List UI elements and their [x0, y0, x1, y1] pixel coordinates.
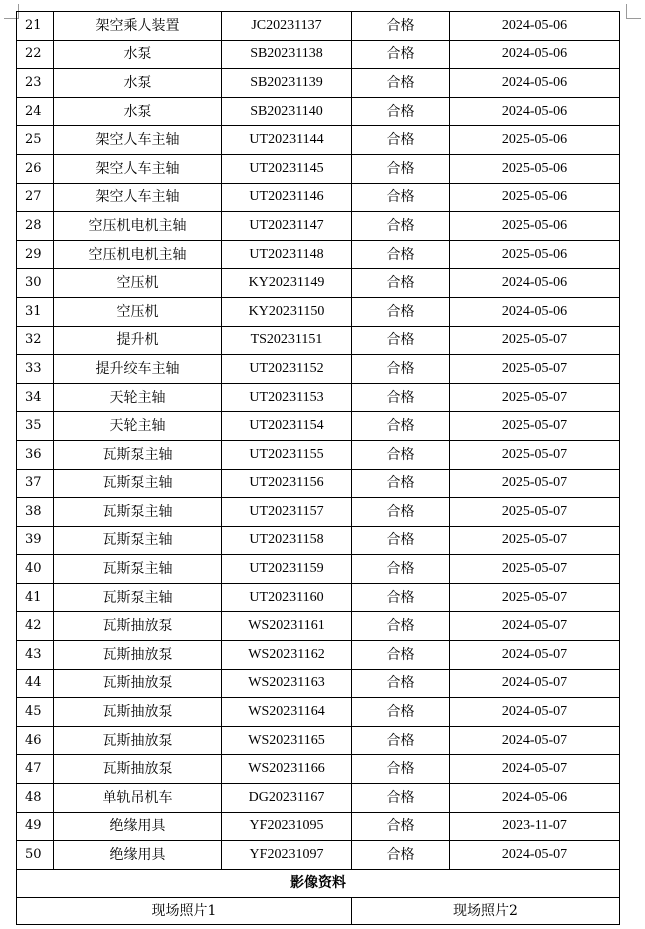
cell-valid-date: 2024-05-06 — [450, 12, 620, 41]
cell-valid-date: 2024-05-07 — [450, 641, 620, 670]
photo-label-2: 现场照片2 — [352, 897, 620, 924]
table-row — [17, 154, 620, 183]
cell-result: 合格 — [352, 240, 450, 269]
cell-result: 合格 — [352, 641, 450, 670]
cell-number: 39 — [17, 526, 54, 555]
cell-result: 合格 — [352, 212, 450, 241]
cell-report-code: JC20231137 — [222, 12, 352, 41]
cell-valid-date: 2024-05-07 — [450, 698, 620, 727]
cell-valid-date: 2024-05-06 — [450, 97, 620, 126]
cell-valid-date: 2024-05-06 — [450, 269, 620, 298]
cell-report-code: DG20231167 — [222, 784, 352, 813]
cell-number: 44 — [17, 669, 54, 698]
cell-number: 35 — [17, 412, 54, 441]
table-row — [17, 240, 620, 269]
cell-equipment-name: 瓦斯抽放泵 — [54, 669, 222, 698]
cell-valid-date: 2025-05-06 — [450, 126, 620, 155]
cell-result: 合格 — [352, 326, 450, 355]
cell-result: 合格 — [352, 469, 450, 498]
cell-equipment-name: 瓦斯泵主轴 — [54, 440, 222, 469]
table-row — [17, 669, 620, 698]
cell-report-code: UT20231159 — [222, 555, 352, 584]
cell-report-code: WS20231163 — [222, 669, 352, 698]
table-row — [17, 412, 620, 441]
cell-valid-date: 2025-05-06 — [450, 240, 620, 269]
cell-equipment-name: 绝缘用具 — [54, 841, 222, 870]
cell-number: 40 — [17, 555, 54, 584]
cell-number: 29 — [17, 240, 54, 269]
cell-result: 合格 — [352, 412, 450, 441]
cell-number: 25 — [17, 126, 54, 155]
cell-equipment-name: 瓦斯抽放泵 — [54, 641, 222, 670]
cell-number: 45 — [17, 698, 54, 727]
cell-result: 合格 — [352, 784, 450, 813]
cell-result: 合格 — [352, 269, 450, 298]
cell-number: 22 — [17, 40, 54, 69]
table-row — [17, 355, 620, 384]
cell-number: 37 — [17, 469, 54, 498]
cell-valid-date: 2025-05-07 — [450, 583, 620, 612]
table-row — [17, 784, 620, 813]
table-row — [17, 12, 620, 41]
cell-equipment-name: 空压机 — [54, 297, 222, 326]
cell-result: 合格 — [352, 440, 450, 469]
cell-number: 24 — [17, 97, 54, 126]
cell-number: 42 — [17, 612, 54, 641]
table-row — [17, 383, 620, 412]
table-row — [17, 841, 620, 870]
table-row — [17, 326, 620, 355]
cell-number: 26 — [17, 154, 54, 183]
cell-result: 合格 — [352, 297, 450, 326]
cell-number: 41 — [17, 583, 54, 612]
cell-valid-date: 2025-05-07 — [450, 440, 620, 469]
cell-equipment-name: 瓦斯泵主轴 — [54, 526, 222, 555]
table-row — [17, 97, 620, 126]
table-row — [17, 69, 620, 98]
cell-valid-date: 2025-05-06 — [450, 154, 620, 183]
cell-result: 合格 — [352, 698, 450, 727]
inspection-table — [16, 11, 620, 925]
section-row — [17, 869, 620, 897]
cell-number: 30 — [17, 269, 54, 298]
cell-report-code: UT20231154 — [222, 412, 352, 441]
cell-valid-date: 2024-05-06 — [450, 69, 620, 98]
cell-valid-date: 2025-05-07 — [450, 326, 620, 355]
cell-result: 合格 — [352, 612, 450, 641]
cell-result: 合格 — [352, 841, 450, 870]
cell-number: 33 — [17, 355, 54, 384]
cell-number: 27 — [17, 183, 54, 212]
cell-result: 合格 — [352, 812, 450, 841]
cell-equipment-name: 空压机电机主轴 — [54, 240, 222, 269]
cell-number: 32 — [17, 326, 54, 355]
table-row — [17, 212, 620, 241]
cell-result: 合格 — [352, 383, 450, 412]
table-row — [17, 526, 620, 555]
cell-valid-date: 2025-05-07 — [450, 412, 620, 441]
cell-result: 合格 — [352, 669, 450, 698]
cell-number: 34 — [17, 383, 54, 412]
table-row — [17, 641, 620, 670]
photo-label-row — [17, 897, 620, 924]
table-row — [17, 498, 620, 527]
cell-valid-date: 2024-05-06 — [450, 297, 620, 326]
cell-equipment-name: 瓦斯泵主轴 — [54, 498, 222, 527]
cell-equipment-name: 提升机 — [54, 326, 222, 355]
cell-valid-date: 2025-05-07 — [450, 355, 620, 384]
cell-report-code: KY20231150 — [222, 297, 352, 326]
cell-report-code: SB20231138 — [222, 40, 352, 69]
cell-number: 21 — [17, 12, 54, 41]
cell-report-code: UT20231153 — [222, 383, 352, 412]
cell-equipment-name: 天轮主轴 — [54, 412, 222, 441]
cell-valid-date: 2023-11-07 — [450, 812, 620, 841]
cell-equipment-name: 瓦斯抽放泵 — [54, 612, 222, 641]
cell-valid-date: 2025-05-07 — [450, 555, 620, 584]
table-row — [17, 583, 620, 612]
cell-result: 合格 — [352, 755, 450, 784]
cell-report-code: TS20231151 — [222, 326, 352, 355]
cell-equipment-name: 空压机 — [54, 269, 222, 298]
cell-report-code: UT20231156 — [222, 469, 352, 498]
cell-result: 合格 — [352, 154, 450, 183]
cell-number: 31 — [17, 297, 54, 326]
table-row — [17, 812, 620, 841]
table-row — [17, 440, 620, 469]
cell-report-code: SB20231140 — [222, 97, 352, 126]
cell-report-code: UT20231148 — [222, 240, 352, 269]
cell-report-code: UT20231152 — [222, 355, 352, 384]
cell-equipment-name: 架空人车主轴 — [54, 154, 222, 183]
cell-valid-date: 2024-05-07 — [450, 669, 620, 698]
cell-valid-date: 2024-05-07 — [450, 755, 620, 784]
cell-equipment-name: 水泵 — [54, 69, 222, 98]
cell-report-code: UT20231145 — [222, 154, 352, 183]
table-row — [17, 269, 620, 298]
cell-number: 50 — [17, 841, 54, 870]
cell-valid-date: 2025-05-07 — [450, 526, 620, 555]
cell-equipment-name: 瓦斯抽放泵 — [54, 698, 222, 727]
cell-result: 合格 — [352, 583, 450, 612]
cell-number: 23 — [17, 69, 54, 98]
cell-result: 合格 — [352, 355, 450, 384]
cell-valid-date: 2024-05-06 — [450, 784, 620, 813]
table-row — [17, 183, 620, 212]
cell-report-code: WS20231165 — [222, 726, 352, 755]
table-row — [17, 698, 620, 727]
cell-report-code: UT20231158 — [222, 526, 352, 555]
cell-equipment-name: 架空人车主轴 — [54, 183, 222, 212]
cell-equipment-name: 瓦斯抽放泵 — [54, 726, 222, 755]
table-row — [17, 726, 620, 755]
cell-result: 合格 — [352, 498, 450, 527]
table-row — [17, 612, 620, 641]
cell-result: 合格 — [352, 40, 450, 69]
cell-equipment-name: 单轨吊机车 — [54, 784, 222, 813]
cell-result: 合格 — [352, 126, 450, 155]
cell-equipment-name: 绝缘用具 — [54, 812, 222, 841]
table-row — [17, 555, 620, 584]
cell-equipment-name: 瓦斯泵主轴 — [54, 583, 222, 612]
cell-equipment-name: 架空人车主轴 — [54, 126, 222, 155]
cell-equipment-name: 天轮主轴 — [54, 383, 222, 412]
cell-valid-date: 2024-05-07 — [450, 841, 620, 870]
table-row — [17, 40, 620, 69]
cell-number: 38 — [17, 498, 54, 527]
cell-number: 43 — [17, 641, 54, 670]
cell-report-code: UT20231144 — [222, 126, 352, 155]
cell-equipment-name: 提升绞车主轴 — [54, 355, 222, 384]
cell-equipment-name: 瓦斯抽放泵 — [54, 755, 222, 784]
table-row — [17, 126, 620, 155]
cell-valid-date: 2025-05-07 — [450, 469, 620, 498]
cell-report-code: YF20231097 — [222, 841, 352, 870]
cell-report-code: UT20231155 — [222, 440, 352, 469]
cell-report-code: UT20231160 — [222, 583, 352, 612]
cell-result: 合格 — [352, 555, 450, 584]
cell-equipment-name: 瓦斯泵主轴 — [54, 555, 222, 584]
cell-valid-date: 2025-05-06 — [450, 183, 620, 212]
cell-equipment-name: 水泵 — [54, 97, 222, 126]
photo-label-1: 现场照片1 — [17, 897, 352, 924]
cell-valid-date: 2024-05-06 — [450, 40, 620, 69]
cell-result: 合格 — [352, 726, 450, 755]
cell-report-code: WS20231162 — [222, 641, 352, 670]
table-row — [17, 297, 620, 326]
cell-number: 47 — [17, 755, 54, 784]
cell-report-code: UT20231146 — [222, 183, 352, 212]
cell-number: 48 — [17, 784, 54, 813]
cell-report-code: WS20231161 — [222, 612, 352, 641]
cell-result: 合格 — [352, 526, 450, 555]
cell-report-code: UT20231147 — [222, 212, 352, 241]
page-corner-mark-top-right — [626, 4, 641, 19]
cell-number: 49 — [17, 812, 54, 841]
table-row — [17, 469, 620, 498]
cell-equipment-name: 瓦斯泵主轴 — [54, 469, 222, 498]
cell-report-code: SB20231139 — [222, 69, 352, 98]
cell-equipment-name: 架空乘人装置 — [54, 12, 222, 41]
cell-report-code: WS20231166 — [222, 755, 352, 784]
cell-number: 28 — [17, 212, 54, 241]
cell-report-code: UT20231157 — [222, 498, 352, 527]
cell-valid-date: 2025-05-07 — [450, 498, 620, 527]
cell-result: 合格 — [352, 183, 450, 212]
cell-report-code: KY20231149 — [222, 269, 352, 298]
cell-valid-date: 2024-05-07 — [450, 726, 620, 755]
cell-valid-date: 2025-05-07 — [450, 383, 620, 412]
cell-valid-date: 2025-05-06 — [450, 212, 620, 241]
table-row — [17, 755, 620, 784]
cell-result: 合格 — [352, 97, 450, 126]
cell-valid-date: 2024-05-07 — [450, 612, 620, 641]
section-title: 影像资料 — [17, 869, 620, 897]
cell-result: 合格 — [352, 69, 450, 98]
cell-number: 46 — [17, 726, 54, 755]
cell-report-code: YF20231095 — [222, 812, 352, 841]
cell-result: 合格 — [352, 12, 450, 41]
cell-equipment-name: 水泵 — [54, 40, 222, 69]
table-body — [17, 12, 620, 925]
cell-number: 36 — [17, 440, 54, 469]
cell-report-code: WS20231164 — [222, 698, 352, 727]
cell-equipment-name: 空压机电机主轴 — [54, 212, 222, 241]
